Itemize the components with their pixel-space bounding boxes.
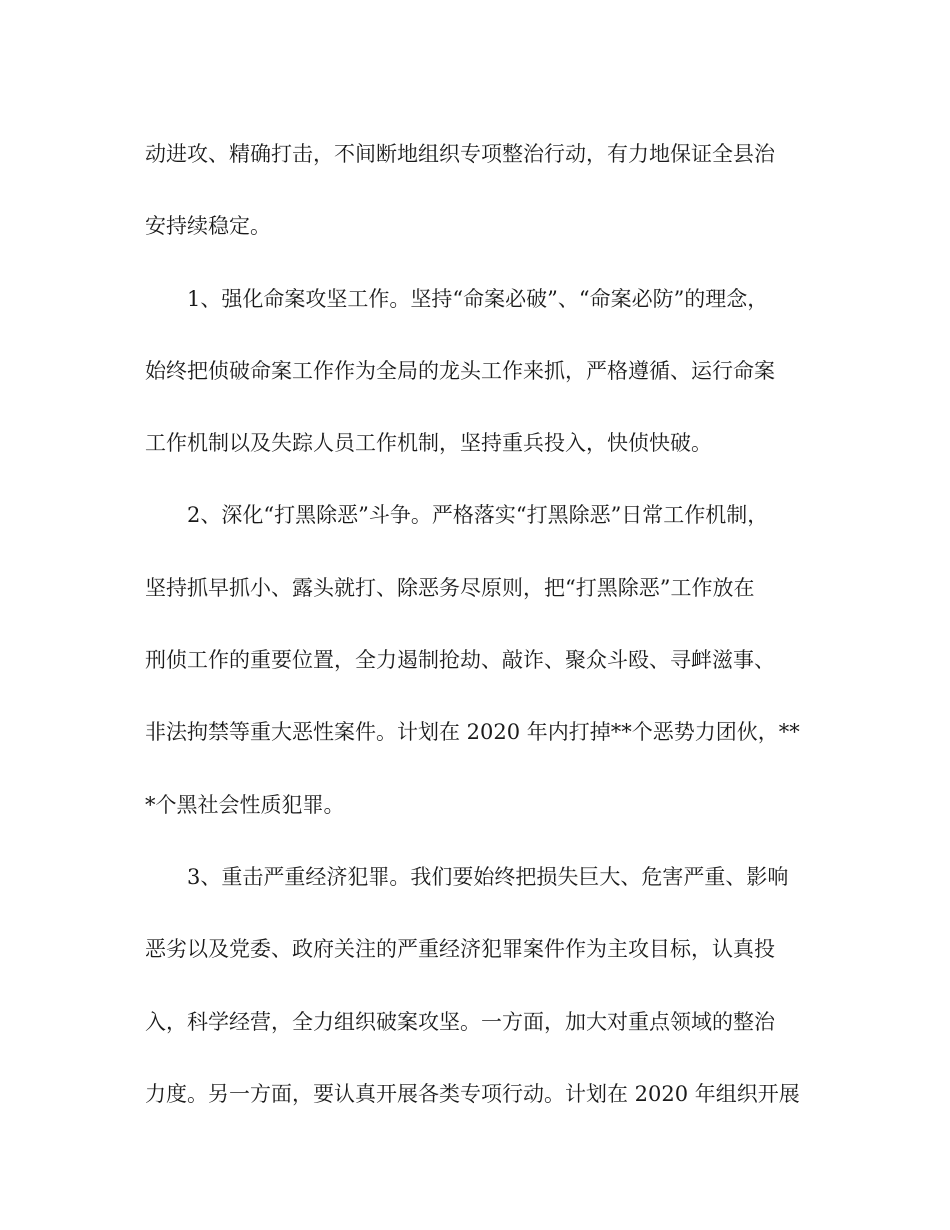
text-line: 刑侦工作的重要位置，全力遏制抢劫、敲诈、聚众斗殴、寻衅滋事、	[145, 648, 775, 673]
paragraph-start-line: 3、重击严重经济犯罪。我们要始终把损失巨大、危害严重、影响	[187, 864, 789, 889]
text-line: 恶劣以及党委、政府关注的严重经济犯罪案件作为主攻目标，认真投	[145, 937, 775, 962]
text-line: 力度。另一方面，要认真开展各类专项行动。计划在 2020 年组织开展	[145, 1081, 800, 1106]
text-line: 坚持抓早抓小、露头就打、除恶务尽原则，把“打黑除恶”工作放在	[145, 575, 755, 600]
text-line: 工作机制以及失踪人员工作机制，坚持重兵投入，快侦快破。	[145, 431, 712, 456]
body-text	[145, 118, 825, 1130]
text-line: *个黑社会性质犯罪。	[145, 792, 345, 817]
text-line: 动进攻、精确打击，不间断地组织专项整治行动，有力地保证全县治	[145, 142, 775, 166]
paragraph-start-line: 1、强化命案攻坚工作。坚持“命案必破”、“命案必防”的理念，	[187, 286, 769, 311]
text-line: 非法拘禁等重大恶性案件。计划在 2020 年内打掉**个恶势力团伙，**	[145, 720, 800, 745]
text-line: 入，科学经营，全力组织破案攻坚。一方面，加大对重点领域的整治	[145, 1009, 775, 1034]
paragraph-start-line: 2、深化“打黑除恶”斗争。严格落实“打黑除恶”日常工作机制，	[187, 503, 769, 528]
text-line: 安持续稳定。	[145, 214, 271, 239]
text-line: 始终把侦破命案工作作为全局的龙头工作来抓，严格遵循、运行命案	[145, 358, 775, 383]
